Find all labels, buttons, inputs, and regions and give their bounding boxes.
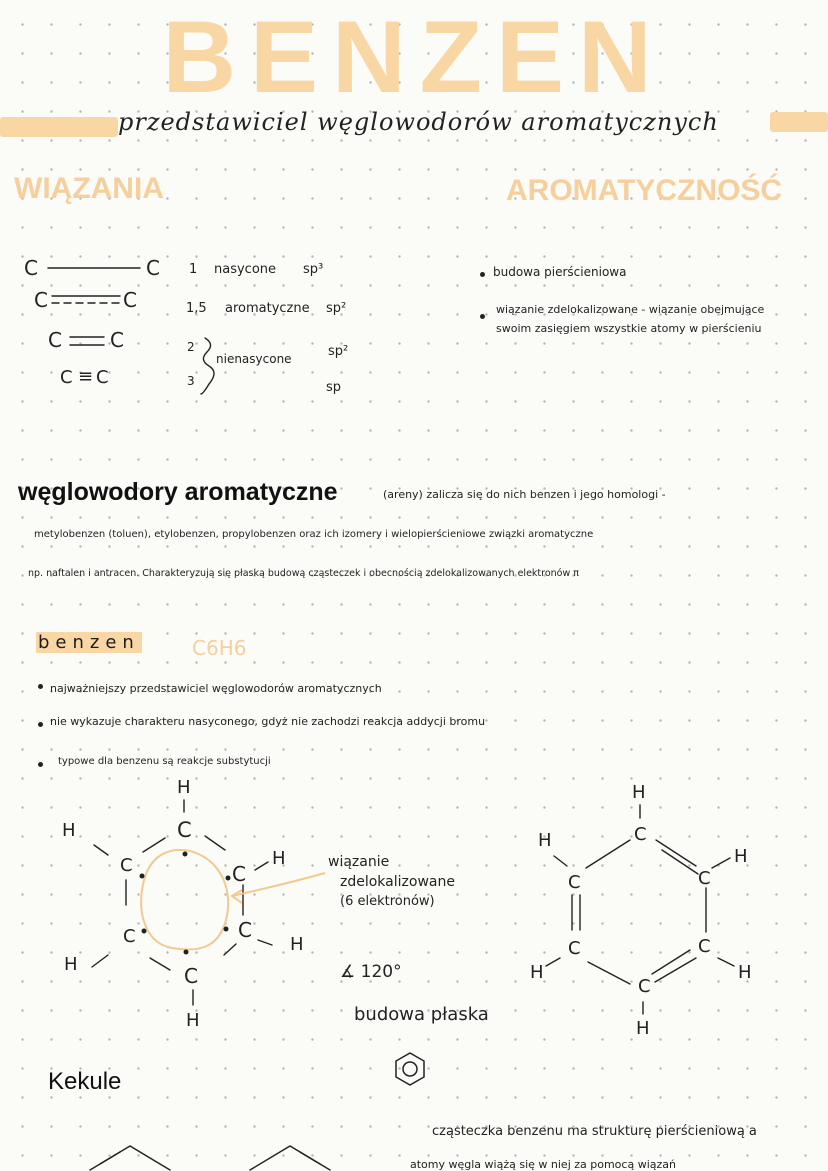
delocalized-label-1: wiązanie xyxy=(328,854,390,870)
flat-structure-label: budowa płaska xyxy=(354,1004,489,1025)
bond-angle: ∡ 120° xyxy=(340,962,402,982)
atom-c-top: C xyxy=(177,818,192,842)
atom-k-c-bottomright: C xyxy=(698,936,711,957)
atom-h-topleft: H xyxy=(62,820,76,841)
kekule-heading: Kekule xyxy=(48,1068,122,1095)
atom-h-top: H xyxy=(177,777,191,798)
aromaticity-heading: AROMATYCZNOŚĆ xyxy=(506,174,783,207)
subtitle: przedstawiciel węglowodorów aromatycznych xyxy=(118,108,719,136)
structure-note-line1: cząsteczka benzenu ma strukturę pierścieniową a xyxy=(432,1124,757,1139)
bond-number-3: 2 xyxy=(187,340,195,354)
kekule-hexagon-sketches xyxy=(90,1146,330,1170)
atom-c-topright: C xyxy=(232,862,246,886)
atom-h-topright: H xyxy=(272,848,286,869)
bond-row-triple-c2: C xyxy=(96,367,109,388)
delocalized-label-2: zdelokalizowane xyxy=(340,874,455,890)
arenes-heading: węglowodory aromatyczne xyxy=(18,478,338,506)
atom-k-h-bottomleft: H xyxy=(530,962,544,983)
atom-k-c-bottomleft: C xyxy=(568,938,581,959)
benzene-bullet-1: najważniejszy przedstawiciel węglowodorów aromatycznych xyxy=(50,682,382,695)
aromaticity-bullet-1: budowa pierścieniowa xyxy=(493,265,627,279)
atom-c-bottomleft: C xyxy=(123,926,136,947)
hexagon-icon xyxy=(396,1053,424,1085)
bond-hybrid-4: sp xyxy=(326,380,342,395)
bonds-heading: WIĄZANIA xyxy=(14,172,164,205)
bond-row-aromatic-c1: C xyxy=(34,288,48,312)
benzene-heading-text: benzen xyxy=(38,632,140,653)
bond-row-single-c2: C xyxy=(146,256,160,280)
atom-h-bottomright: H xyxy=(290,934,304,955)
atom-k-c-bottom: C xyxy=(638,976,651,997)
bond-number-4: 3 xyxy=(187,374,195,388)
benzene-delocalized-structure xyxy=(92,800,325,1005)
bond-number-1: 1 xyxy=(189,262,198,277)
atom-c-bottomright: C xyxy=(238,918,252,942)
benzene-formula: C6H6 xyxy=(192,636,247,660)
bond-row-aromatic-c2: C xyxy=(123,288,137,312)
benzene-bullet-2: nie wykazuje charakteru nasyconego, gdyż nie zachodzi reakcja addycji bromu xyxy=(50,715,486,728)
arenes-line2: metylobenzen (toluen), etylobenzen, propylobenzen oraz ich izomery i wielopierścieniowe związki aromatyczne xyxy=(34,529,594,540)
bond-hybrid-3: sp² xyxy=(328,344,349,359)
structure-note-line2: atomy węgla wiążą się w niej za pomocą wiązań xyxy=(410,1158,676,1171)
atom-k-c-topright: C xyxy=(698,868,711,889)
bond-number-2: 1,5 xyxy=(186,301,207,316)
bond-row-triple-symbol: ≡ xyxy=(78,366,94,387)
atom-k-c-top: C xyxy=(634,824,647,845)
atom-h-bottomleft: H xyxy=(64,954,78,975)
atom-k-h-top: H xyxy=(632,782,646,803)
page-title: BENZEN xyxy=(162,0,666,114)
bond-row-double-c1: C xyxy=(48,328,62,352)
atom-k-c-topleft: C xyxy=(568,872,581,893)
atom-k-h-topleft: H xyxy=(538,830,552,851)
bond-hybrid-2: sp² xyxy=(326,301,347,316)
bond-label-3: nienasycone xyxy=(216,352,292,366)
bond-label-1: nasycone xyxy=(214,262,277,277)
atom-k-h-bottom: H xyxy=(636,1018,650,1039)
bond-label-2: aromatyczne xyxy=(225,301,310,316)
atom-h-bottom: H xyxy=(186,1010,200,1031)
arenes-line3: np. naftalen i antracen. Charakteryzują się płaską budową cząsteczek i obecnością zdelokalizowanych elektronów π xyxy=(28,568,579,579)
atom-c-topleft: C xyxy=(120,855,133,876)
atom-k-h-bottomright: H xyxy=(738,962,752,983)
aromaticity-bullet-2: wiązanie zdelokalizowane - wiązanie obejmujące swoim zasięgiem wszystkie atomy w pierścieniu xyxy=(496,303,765,335)
delocalized-label-3: (6 elektronów) xyxy=(340,894,435,909)
benzene-bullet-3: typowe dla benzenu są reakcje substytucji xyxy=(58,756,271,767)
bond-row-single-c1: C xyxy=(24,256,38,280)
bond-hybrid-1: sp³ xyxy=(303,262,324,277)
atom-c-bottom: C xyxy=(184,964,198,988)
arenes-line1: (areny) zalicza się do nich benzen i jego homologi - xyxy=(383,488,666,501)
atom-k-h-topright: H xyxy=(734,846,748,867)
bond-row-double-c2: C xyxy=(110,328,124,352)
bond-row-triple-c1: C xyxy=(60,367,73,388)
